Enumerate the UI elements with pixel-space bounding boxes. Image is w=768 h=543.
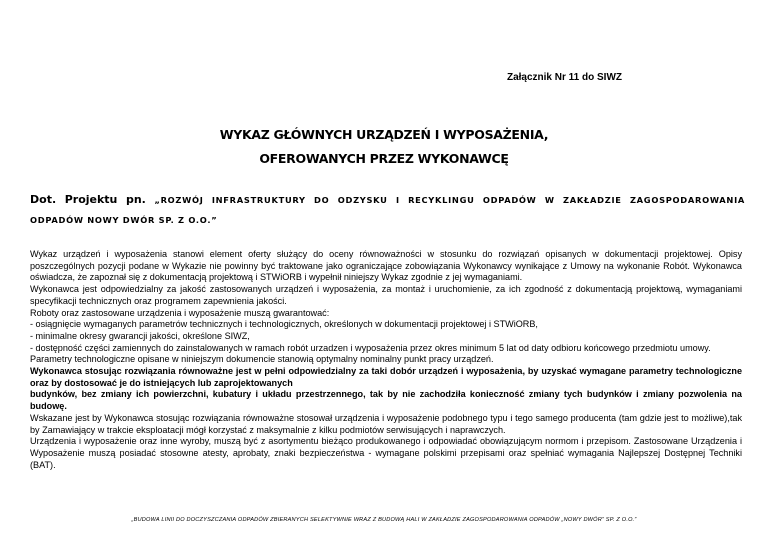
page-footer: „BUDOWA LINII DO DOCZYSZCZANIA ODPADÓW ZBIERANYCH SELEKTYWNIE WRAZ Z BUDOWĄ HALI W ZAKŁADZIE ZAGOSPODAROWANIA ODPADÓW „NOWY DWÓR” SP. Z O.O.” bbox=[131, 517, 637, 523]
project-name: „ROZWÓJ INFRASTRUKTURY DO ODZYSKU I RECYKLINGU ODPADÓW W ZAKŁADZIE ZAGOSPODAROWANIA ODPADÓW NOWY DWÓR SP. Z O.O.” bbox=[30, 195, 745, 225]
project-prefix: Dot. Projektu pn. bbox=[30, 193, 155, 206]
document-subtitle: OFEROWANYCH PRZEZ WYKONAWCĘ bbox=[259, 151, 509, 166]
body-paragraph: Wykaz urządzeń i wyposażenia stanowi element oferty służący do oceny równoważności w stosunku do rozwiązań opisanych w dokumentacji projektowej. Opisy poszczególnych pozycji podane w Wykazie nie powinny być traktowane jako ograniczające zobowiązania Wykonawcy wynikające z Umowy na wykonanie Robót. Wykonawca oświadcza, że zapoznał się z dokumentacją projektową i STWiORB i wypełnił niniejszy Wykaz zgodnie z jej wymaganiami. bbox=[30, 249, 742, 283]
body-paragraph: Parametry technologiczne opisane w niniejszym dokumencie stanowią optymalny nominalny punkt pracy urządzeń. bbox=[30, 354, 494, 365]
body-paragraph: Urządzenia i wyposażenie oraz inne wyroby, muszą być z asortymentu bieżąco produkowanego i odpowiadać obowiązującym normom i przepisom. Zastosowane Urządzenia i Wyposażenie muszą posiadać stosowne atesty, aprobaty, znaki bezpieczeństwa - wymagane polskimi przepisami oraz spełniać wymagania Najlepszej Dostępnej Techniki (BAT). bbox=[30, 436, 742, 470]
body-paragraph: Wykonawca jest odpowiedzialny za jakość zastosowanych urządzeń i wyposażenia, za montaż i uruchomienie, za ich zgodność z dokumentacją projektową, wymaganiami specyfikacji technicznych oraz programem zapewnienia jakości. bbox=[30, 284, 742, 306]
body-paragraph: Roboty oraz zastosowane urządzenia i wyposażenie muszą gwarantować: bbox=[30, 307, 330, 318]
requirement-item: - dostępność części zamiennych do zainstalowanych w ramach robót urzadzen i wyposażenia przez okres minimum 5 lat od daty odbioru końcowego przedmiotu umowy. bbox=[30, 342, 711, 353]
requirement-item: - osiągnięcie wymaganych parametrów technicznych i technologicznych, określonych w dokumentacji projektowej i STWiORB, bbox=[30, 319, 538, 330]
annex-label: Załącznik Nr 11 do SIWZ bbox=[506, 72, 622, 83]
requirement-item: - minimalne okresy gwarancji jakości, określone SIWZ, bbox=[30, 330, 250, 341]
bold-paragraph: budynków, bez zmiany ich powierzchni, kubatury i układu przestrzennego, tak by nie zachodziła konieczność zmiany tych budynków i zmiany pozwolenia na budowę. bbox=[30, 389, 742, 412]
project-reference bbox=[30, 190, 745, 230]
bold-paragraph: Wykonawca stosując rozwiązania równoważne jest w pełni odpowiedzialny za taki dobór urządzeń i wyposażenia, by uzyskać wymagane parametry technologiczne oraz by dostosować je do istniejących lub zaprojektowanych bbox=[30, 366, 742, 388]
document-body bbox=[30, 249, 742, 471]
document-title: WYKAZ GŁÓWNYCH URZĄDZEŃ I WYPOSAŻENIA, bbox=[219, 127, 549, 142]
body-paragraph: Wskazane jest by Wykonawca stosując rozwiązania równoważne stosował urządzenia i wyposażenie podobnego typu i tego samego producenta (tam gdzie jest to możliwe),tak by Zamawiający w trakcie eksploatacji mógł korzystać z maksymalnie z kilku podmiotów serwisujących i naprawczych. bbox=[30, 412, 742, 435]
